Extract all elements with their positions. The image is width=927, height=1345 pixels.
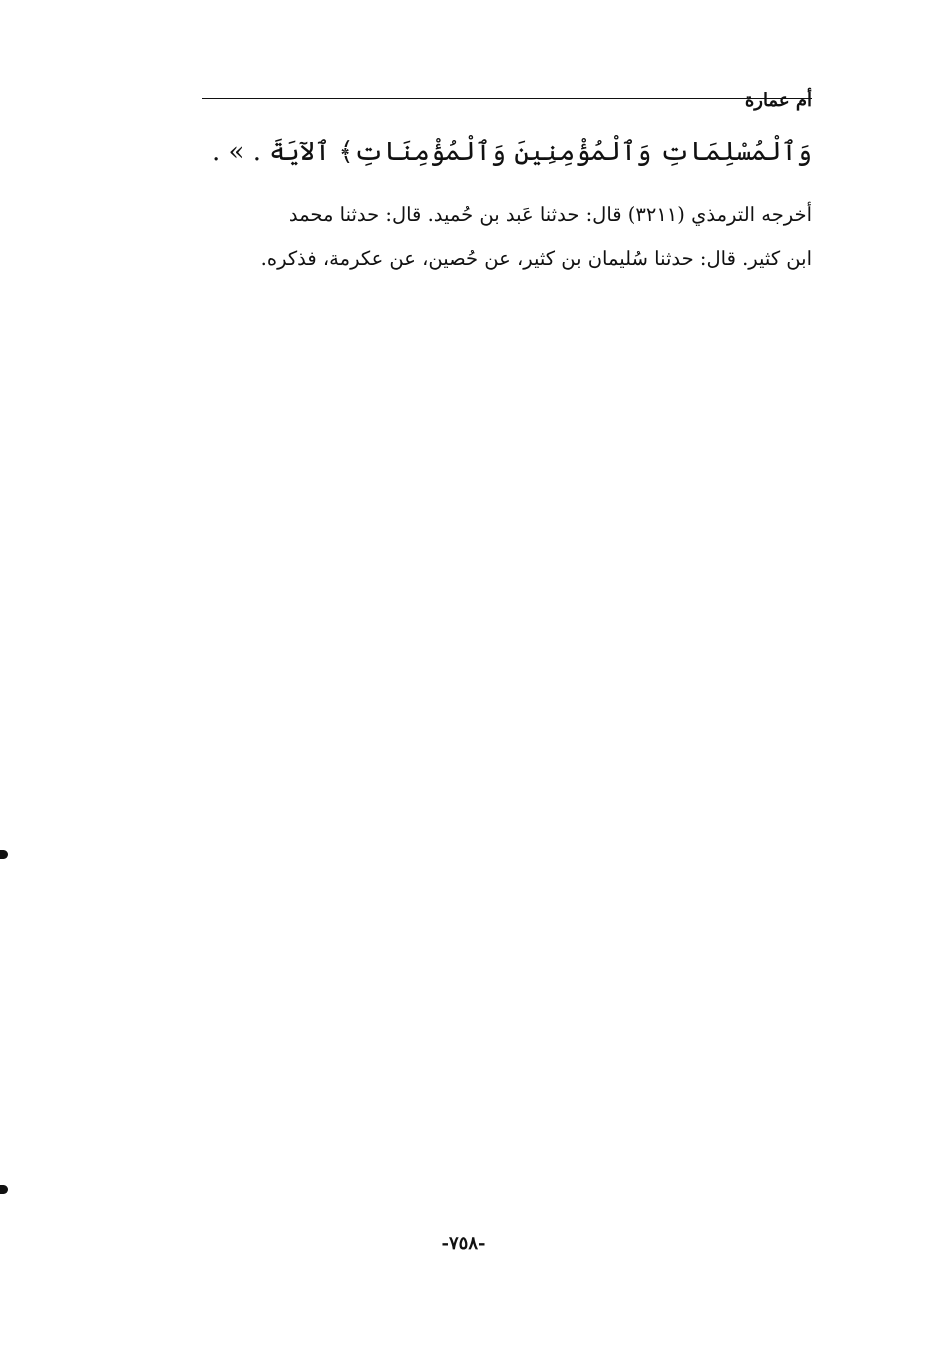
header-rule <box>202 98 812 99</box>
page-number-dash-left: - <box>441 1233 449 1254</box>
scan-edge-mark <box>0 1185 8 1194</box>
scan-edge-mark <box>0 850 8 859</box>
page-number-dash-right: - <box>478 1233 486 1254</box>
paragraph-line-2: ابن كثير. قال: حدثنا سُليمان بن كثير، عن حُصين، عن عكرمة، فذكره. <box>260 247 812 270</box>
quran-verse: وَٱلْمُسْلِمَاتِ وَٱلْمُؤْمِنِينَ وَٱلْمُؤْمِنَاتِ﴾ ٱلآيَةَ . » . <box>212 137 812 167</box>
paragraph-line-1: أخرجه الترمذي (٣٢١١) قال: حدثنا عَبد بن حُميد. قال: حدثنا محمد <box>288 203 812 226</box>
page-number <box>0 1233 927 1254</box>
hadith-reference-paragraph <box>117 193 812 281</box>
header-title: أم عمارة <box>744 90 812 111</box>
running-header <box>118 86 812 118</box>
page-number-value: ٧٥٨ <box>448 1233 478 1254</box>
